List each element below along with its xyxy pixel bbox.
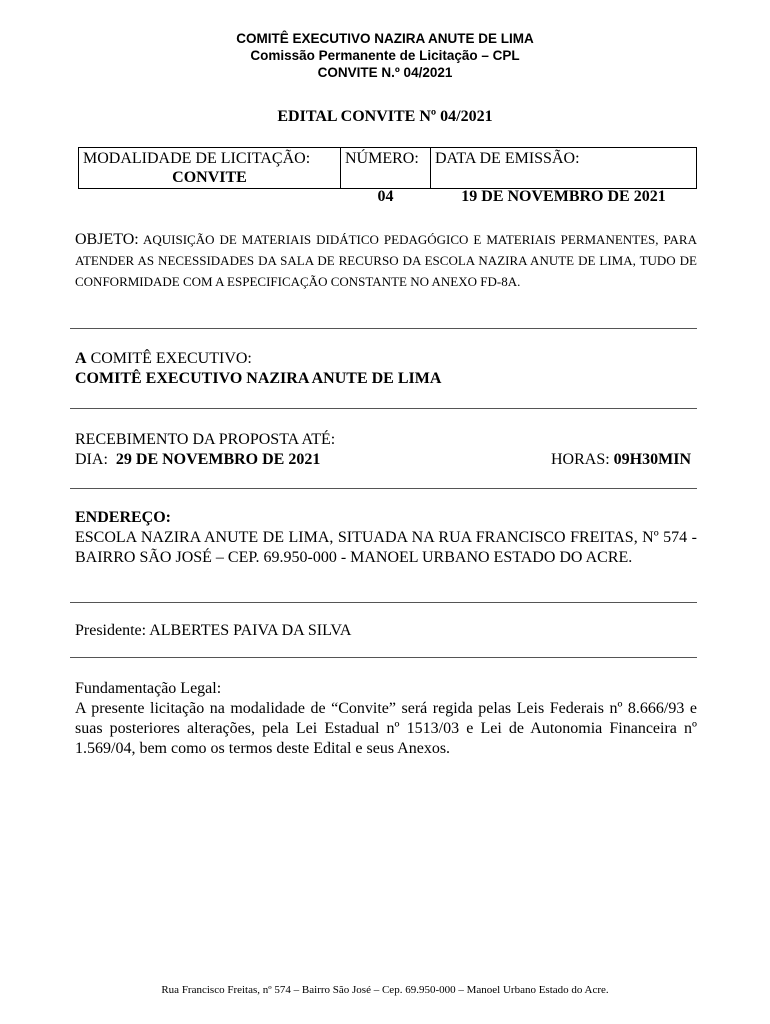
document-title: EDITAL CONVITE Nº 04/2021: [277, 108, 493, 125]
modalidade-label: MODALIDADE DE LICITAÇÃO:: [83, 150, 311, 167]
endereco-label: ENDEREÇO:: [75, 509, 172, 526]
header-commission: Comissão Permanente de Licitação – CPL: [250, 48, 520, 63]
comite-name: COMITÊ EXECUTIVO NAZIRA ANUTE DE LIMA: [75, 370, 442, 387]
endereco-text: ESCOLA NAZIRA ANUTE DE LIMA, SITUADA NA RUA FRANCISCO FREITAS, Nº 574 - BAIRRO SÃO JOSÉ – CEP. 69.950-000 - MANOEL URBANO ESTADO DO ACRE.: [75, 529, 697, 566]
dia-value: 29 DE NOVEMBRO DE 2021: [115, 451, 321, 468]
divider: [70, 328, 697, 329]
presidente: Presidente: ALBERTES PAIVA DA SILVA: [75, 622, 352, 639]
numero-cell: [341, 148, 431, 205]
comite-label: COMITÊ EXECUTIVO:: [90, 350, 252, 367]
endereco-section: [75, 508, 697, 568]
objeto-section: [75, 229, 697, 292]
fundamentacao-section: [75, 679, 697, 759]
info-table: [78, 147, 697, 205]
fundamentacao-label: Fundamentação Legal:: [75, 680, 222, 697]
divider: [70, 602, 697, 603]
header-org-name: COMITÊ EXECUTIVO NAZIRA ANUTE DE LIMA: [236, 31, 534, 46]
page-footer: Rua Francisco Freitas, nº 574 – Bairro São José – Cep. 69.950-000 – Manoel Urbano Estado do Acre.: [161, 984, 609, 996]
horas-value: 09H30MIN: [613, 451, 691, 468]
comite-prefix: A: [75, 350, 87, 367]
dia-label: DIA:: [75, 451, 108, 468]
data-emissao-cell: [431, 148, 697, 205]
data-emissao-label: DATA DE EMISSÃO:: [435, 150, 580, 167]
objeto-label: OBJETO:: [75, 231, 139, 248]
recebimento-label: RECEBIMENTO DA PROPOSTA ATÉ:: [75, 431, 336, 448]
divider: [70, 657, 697, 658]
data-emissao-value: 19 DE NOVEMBRO DE 2021: [461, 188, 666, 205]
header-convite-number: CONVITE N.º 04/2021: [317, 65, 453, 80]
divider: [70, 408, 697, 409]
divider: [70, 488, 697, 489]
modalidade-cell: [79, 148, 341, 189]
fundamentacao-text: A presente licitação na modalidade de “Convite” será regida pelas Leis Federais nº 8.666/93 e suas posteriores alterações, pela Lei Estadual nº 1513/03 e Lei de Autonomia Financeira nº 1.569/04, bem como os termos deste Edital e seus Anexos.: [75, 700, 697, 757]
comite-section: [75, 349, 697, 389]
objeto-text: AQUISIÇÃO DE MATERIAIS DIDÁTICO PEDAGÓGICO E MATERIAIS PERMANENTES, PARA ATENDER AS NECESSIDADES DA SALA DE RECURSO DA ESCOLA NAZIRA ANUTE DE LIMA, TUDO DE CONFORMIDADE COM A ESPECIFICAÇÃO CONSTANTE NO ANEXO FD-8A.: [75, 232, 697, 289]
numero-label: NÚMERO:: [345, 150, 419, 167]
horas-label: HORAS:: [550, 451, 610, 468]
recebimento-section: [75, 430, 697, 470]
numero-value: 04: [377, 188, 394, 205]
modalidade-value: CONVITE: [172, 169, 247, 186]
